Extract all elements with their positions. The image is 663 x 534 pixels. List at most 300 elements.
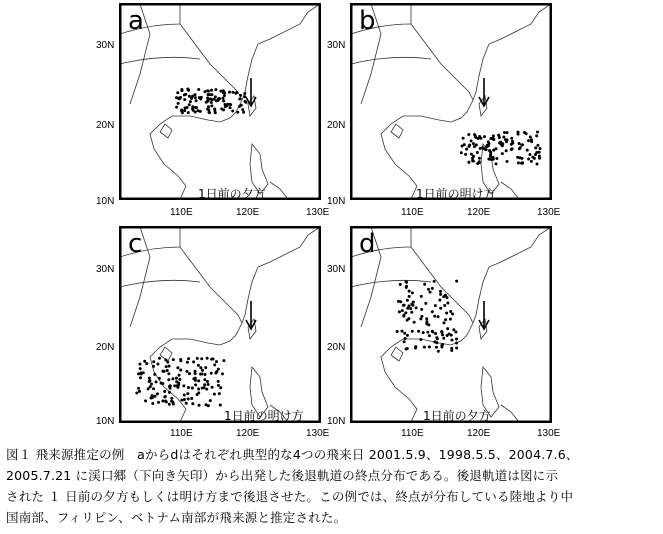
endpoint-dot [165, 365, 168, 368]
endpoint-dot [446, 327, 449, 330]
panel-time-label: 1日前の夕方 [198, 187, 266, 200]
coastline [501, 182, 519, 199]
endpoint-dot [413, 321, 416, 324]
endpoint-dot [150, 382, 153, 385]
endpoint-dot [156, 363, 159, 366]
panel-letter: a [128, 6, 144, 36]
endpoint-dot [467, 133, 470, 136]
endpoint-dot [168, 365, 171, 368]
endpoint-dot [185, 370, 188, 373]
endpoint-dot [196, 109, 199, 112]
lon-label-110e-bottom-right: 110E [401, 428, 424, 439]
endpoint-dot [204, 366, 207, 369]
endpoint-dot [511, 142, 514, 145]
endpoint-dot [473, 145, 476, 148]
lon-label-110e-bottom-left: 110E [170, 428, 193, 439]
endpoint-dot [149, 396, 152, 399]
endpoint-dot [527, 139, 530, 142]
coastline [120, 57, 200, 64]
endpoint-dot [428, 345, 431, 348]
endpoint-dot [489, 155, 492, 158]
endpoint-dot [443, 304, 446, 307]
endpoint-dot [185, 402, 188, 405]
endpoint-dot [197, 387, 200, 390]
endpoint-dot [242, 111, 245, 114]
coastline [381, 4, 473, 199]
endpoint-dot [487, 144, 490, 147]
endpoint-dot [487, 157, 490, 160]
endpoint-dot [478, 161, 481, 164]
endpoint-dot [192, 360, 195, 363]
coastline [391, 347, 403, 361]
endpoint-dot [536, 162, 539, 165]
endpoint-dot [187, 397, 190, 400]
endpoint-dot [526, 149, 529, 152]
endpoint-dot [194, 96, 197, 99]
endpoint-dot [420, 308, 423, 311]
endpoint-dot [228, 91, 231, 94]
endpoint-dot [152, 365, 155, 368]
endpoint-dot [219, 90, 222, 93]
endpoint-dot [439, 293, 442, 296]
endpoint-dot [211, 98, 214, 101]
endpoint-dot [179, 368, 182, 371]
endpoint-dot [472, 142, 475, 145]
lon-label-130e-top-right: 130E [537, 207, 561, 218]
endpoint-dot [495, 162, 498, 165]
endpoint-dot [411, 291, 414, 294]
coastline [242, 4, 320, 100]
caption-line-2: 2005.7.21 に渓口郷（下向き矢印）から出発した後退軌道の終点分布である。後退軌道は図に示 [6, 468, 559, 483]
endpoint-dot [217, 380, 220, 383]
endpoint-dot [218, 392, 221, 395]
endpoint-dot [402, 315, 405, 318]
endpoint-dot [462, 137, 465, 140]
endpoint-dot [139, 372, 142, 375]
map-panel-d [350, 226, 552, 423]
endpoint-dot [531, 156, 534, 159]
endpoint-dot [206, 89, 209, 92]
endpoint-dot [478, 135, 481, 138]
endpoint-dot [488, 149, 491, 152]
endpoint-dot [206, 97, 209, 100]
endpoint-dot [425, 317, 428, 320]
endpoint-dot [404, 337, 407, 340]
endpoint-dot [221, 372, 224, 375]
endpoint-dot [222, 99, 225, 102]
endpoint-dot [399, 283, 402, 286]
endpoint-dot [414, 345, 417, 348]
endpoint-dot [176, 385, 179, 388]
endpoint-dot [399, 300, 402, 303]
endpoint-dot [398, 310, 401, 313]
endpoint-dot [184, 107, 187, 110]
endpoint-dot [210, 104, 213, 107]
lon-label-120e-top-right: 120E [467, 207, 491, 218]
endpoint-dot [148, 377, 151, 380]
endpoint-dot [145, 362, 148, 365]
endpoint-dot [203, 378, 206, 381]
endpoint-dot [521, 162, 524, 165]
lat-label-30n-a: 30N [96, 40, 115, 51]
lat-label-20n-c: 20N [96, 342, 115, 353]
endpoint-dot [241, 108, 244, 111]
endpoint-dot [191, 105, 194, 108]
endpoint-dot [455, 342, 458, 345]
endpoint-dot [433, 280, 436, 283]
endpoint-dot [217, 384, 220, 387]
endpoint-dot [422, 331, 425, 334]
endpoint-dot [222, 359, 225, 362]
endpoint-dot [206, 380, 209, 383]
endpoint-dot [404, 280, 407, 283]
endpoint-dot [161, 382, 164, 385]
endpoint-dot [506, 131, 509, 134]
endpoint-dot [409, 307, 412, 310]
endpoint-dot [415, 306, 418, 309]
endpoint-cluster-c [135, 357, 225, 408]
endpoint-dot [470, 153, 473, 156]
endpoint-dot [164, 358, 167, 361]
endpoint-dot [438, 299, 441, 302]
endpoint-dot [448, 333, 451, 336]
endpoint-dot [152, 387, 155, 390]
endpoint-dot [498, 142, 501, 145]
endpoint-dot [196, 357, 199, 360]
endpoint-dot [403, 340, 406, 343]
endpoint-dot [194, 379, 197, 382]
endpoint-dot [501, 144, 504, 147]
endpoint-dot [489, 137, 492, 140]
endpoint-dot [405, 286, 408, 289]
endpoint-dot [168, 385, 171, 388]
endpoint-dot [137, 387, 140, 390]
endpoint-dot [435, 341, 438, 344]
map-c [120, 227, 320, 422]
endpoint-dot [223, 92, 226, 95]
endpoint-dot [530, 138, 533, 141]
endpoint-dot [238, 97, 241, 100]
coastline [120, 280, 200, 287]
endpoint-dot [207, 383, 210, 386]
endpoint-dot [434, 332, 437, 335]
endpoint-cluster-d [396, 280, 459, 353]
coastline [351, 57, 431, 64]
endpoint-dot [184, 93, 187, 96]
endpoint-dot [238, 105, 241, 108]
endpoint-dot [465, 148, 468, 151]
panel-time-label: 1日前の明け方 [416, 187, 496, 200]
coastline [501, 405, 519, 422]
endpoint-dot [473, 133, 476, 136]
endpoint-dot [183, 393, 186, 396]
panel-time-label: 1日前の夕方 [423, 409, 491, 423]
endpoint-dot [408, 295, 411, 298]
endpoint-dot [219, 386, 222, 389]
endpoint-dot [157, 401, 160, 404]
endpoint-dot [213, 363, 216, 366]
endpoint-dot [194, 372, 197, 375]
endpoint-dot [239, 94, 242, 97]
endpoint-dot [528, 153, 531, 156]
endpoint-dot [463, 143, 466, 146]
endpoint-dot [187, 386, 190, 389]
endpoint-dot [464, 153, 467, 156]
endpoint-dot [431, 287, 434, 290]
endpoint-dot [219, 403, 222, 406]
endpoint-dot [167, 372, 170, 375]
lon-label-120e-bottom-left: 120E [236, 428, 260, 439]
endpoint-dot [187, 111, 190, 114]
endpoint-dot [153, 373, 156, 376]
coastline [242, 227, 320, 323]
endpoint-dot [144, 399, 147, 402]
endpoint-dot [518, 142, 521, 145]
endpoint-dot [407, 317, 410, 320]
endpoint-dot [527, 158, 530, 161]
endpoint-dot [442, 337, 445, 340]
endpoint-dot [444, 318, 447, 321]
endpoint-dot [440, 346, 443, 349]
caption-line-1: 図１ 飛来源推定の例 aからdはそれぞれ典型的な4つの飛来日 2001.5.9、1998.5.5、2004.7.6、 [6, 447, 579, 462]
endpoint-dot [429, 291, 432, 294]
endpoint-dot [215, 360, 218, 363]
lon-label-130e-bottom-right: 130E [537, 428, 561, 439]
coastline [160, 124, 172, 138]
endpoint-dot [420, 315, 423, 318]
endpoint-dot [148, 379, 151, 382]
panel-letter: b [359, 6, 376, 36]
lat-label-30n-d: 30N [327, 264, 346, 275]
endpoint-dot [178, 378, 181, 381]
endpoint-dot [446, 296, 449, 299]
endpoint-dot [536, 131, 539, 134]
endpoint-dot [168, 403, 171, 406]
endpoint-dot [199, 366, 202, 369]
endpoint-dot [503, 131, 506, 134]
endpoint-dot [428, 334, 431, 337]
endpoint-dot [404, 311, 407, 314]
endpoint-dot [517, 131, 520, 134]
endpoint-dot [449, 318, 452, 321]
endpoint-dot [455, 346, 458, 349]
endpoint-dot [217, 368, 220, 371]
endpoint-dot [483, 135, 486, 138]
endpoint-dot [406, 307, 409, 310]
endpoint-dot [163, 395, 166, 398]
endpoint-dot [213, 393, 216, 396]
map-panel-a [119, 3, 321, 200]
endpoint-dot [197, 391, 200, 394]
endpoint-dot [406, 299, 409, 302]
endpoint-dot [423, 283, 426, 286]
endpoint-dot [396, 330, 399, 333]
endpoint-dot [163, 390, 166, 393]
endpoint-dot [173, 384, 176, 387]
caption-line-4: 国南部、フィリピン、ベトナム南部が飛来源と推定された。 [6, 510, 347, 525]
endpoint-dot [205, 403, 208, 406]
endpoint-dot [188, 103, 191, 106]
endpoint-dot [183, 398, 186, 401]
endpoint-dot [181, 111, 184, 114]
endpoint-dot [518, 147, 521, 150]
endpoint-dot [460, 151, 463, 154]
endpoint-dot [455, 337, 458, 340]
endpoint-dot [520, 157, 523, 160]
endpoint-dot [210, 372, 213, 375]
endpoint-dot [434, 304, 437, 307]
map-a [120, 4, 320, 199]
endpoint-dot [472, 155, 475, 158]
lat-label-10n-d: 10N [327, 416, 346, 427]
endpoint-dot [194, 383, 197, 386]
endpoint-dot [177, 97, 180, 100]
endpoint-dot [220, 107, 223, 110]
endpoint-dot [176, 366, 179, 369]
endpoint-dot [190, 397, 193, 400]
endpoint-dot [212, 358, 215, 361]
figure-caption [6, 444, 658, 528]
endpoint-dot [179, 359, 182, 362]
endpoint-dot [492, 158, 495, 161]
endpoint-dot [170, 400, 173, 403]
endpoint-dot [170, 397, 173, 400]
endpoint-dot [521, 143, 524, 146]
endpoint-dot [472, 160, 475, 163]
endpoint-dot [436, 337, 439, 340]
endpoint-dot [412, 301, 415, 304]
endpoint-dot [535, 134, 538, 137]
endpoint-dot [167, 378, 170, 381]
endpoint-dot [231, 109, 234, 112]
endpoint-dot [506, 160, 509, 163]
endpoint-dot [171, 377, 174, 380]
endpoint-dot [481, 146, 484, 149]
endpoint-dot [437, 350, 440, 353]
endpoint-dot [178, 374, 181, 377]
lon-label-110e-top-left: 110E [170, 207, 193, 218]
endpoint-dot [214, 111, 217, 114]
endpoint-dot [176, 91, 179, 94]
endpoint-dot [243, 92, 246, 95]
endpoint-dot [504, 138, 507, 141]
endpoint-dot [156, 392, 159, 395]
endpoint-dot [198, 404, 201, 407]
endpoint-dot [154, 395, 157, 398]
endpoint-dot [510, 148, 513, 151]
endpoint-dot [403, 332, 406, 335]
endpoint-dot [197, 364, 200, 367]
endpoint-dot [424, 302, 427, 305]
endpoint-dot [175, 106, 178, 109]
endpoint-dot [229, 106, 232, 109]
endpoint-dot [175, 380, 178, 383]
endpoint-dot [180, 89, 183, 92]
endpoint-cluster-b [460, 131, 542, 166]
endpoint-dot [221, 97, 224, 100]
lon-label-130e-top-left: 130E [306, 207, 330, 218]
endpoint-dot [223, 94, 226, 97]
endpoint-dot [165, 400, 168, 403]
endpoint-dot [172, 358, 175, 361]
endpoint-dot [437, 315, 440, 318]
endpoint-dot [186, 392, 189, 395]
endpoint-dot [505, 149, 508, 152]
endpoint-dot [158, 377, 161, 380]
endpoint-dot [439, 307, 442, 310]
map-b [351, 4, 551, 199]
endpoint-dot [487, 140, 490, 143]
endpoint-dot [177, 102, 180, 105]
lat-label-10n-a: 10N [96, 196, 115, 207]
coastline [391, 124, 403, 138]
endpoint-dot [194, 110, 197, 113]
endpoint-dot [226, 103, 229, 106]
endpoint-dot [139, 367, 142, 370]
coastline [150, 227, 242, 422]
endpoint-dot [452, 328, 455, 331]
endpoint-dot [244, 100, 247, 103]
endpoint-dot [420, 295, 423, 298]
endpoint-dot [523, 131, 526, 134]
endpoint-dot [470, 139, 473, 142]
endpoint-dot [147, 387, 150, 390]
endpoint-dot [139, 376, 142, 379]
endpoint-dot [419, 338, 422, 341]
endpoint-dot [168, 391, 171, 394]
endpoint-dot [431, 330, 434, 333]
endpoint-dot [203, 383, 206, 386]
endpoint-dot [400, 330, 403, 333]
endpoint-dot [161, 399, 164, 402]
endpoint-dot [484, 148, 487, 151]
endpoint-dot [423, 346, 426, 349]
endpoint-dot [439, 290, 442, 293]
endpoint-dot [442, 295, 445, 298]
endpoint-dot [535, 151, 538, 154]
endpoint-dot [203, 373, 206, 376]
endpoint-dot [234, 92, 237, 95]
endpoint-dot [410, 311, 413, 314]
endpoint-dot [218, 97, 221, 100]
endpoint-dot [401, 309, 404, 312]
endpoint-dot [501, 152, 504, 155]
endpoint-dot [208, 93, 211, 96]
endpoint-dot [530, 160, 533, 163]
endpoint-dot [403, 304, 406, 307]
endpoint-dot [467, 161, 470, 164]
lat-label-10n-b: 10N [327, 196, 346, 207]
coastline [351, 280, 431, 287]
endpoint-dot [236, 111, 239, 114]
lon-label-130e-bottom-left: 130E [306, 428, 330, 439]
endpoint-dot [210, 89, 213, 92]
endpoint-dot [405, 347, 408, 350]
endpoint-dot [143, 360, 146, 363]
endpoint-dot [206, 357, 209, 360]
endpoint-dot [231, 91, 234, 94]
endpoint-dot [517, 161, 520, 164]
endpoint-dot [445, 312, 448, 315]
endpoint-dot [188, 95, 191, 98]
endpoint-dot [411, 330, 414, 333]
endpoint-dot [188, 372, 191, 375]
endpoint-dot [191, 95, 194, 98]
endpoint-dot [186, 88, 189, 91]
panel-letter: d [359, 229, 376, 259]
endpoint-dot [536, 144, 539, 147]
endpoint-dot [152, 360, 155, 363]
